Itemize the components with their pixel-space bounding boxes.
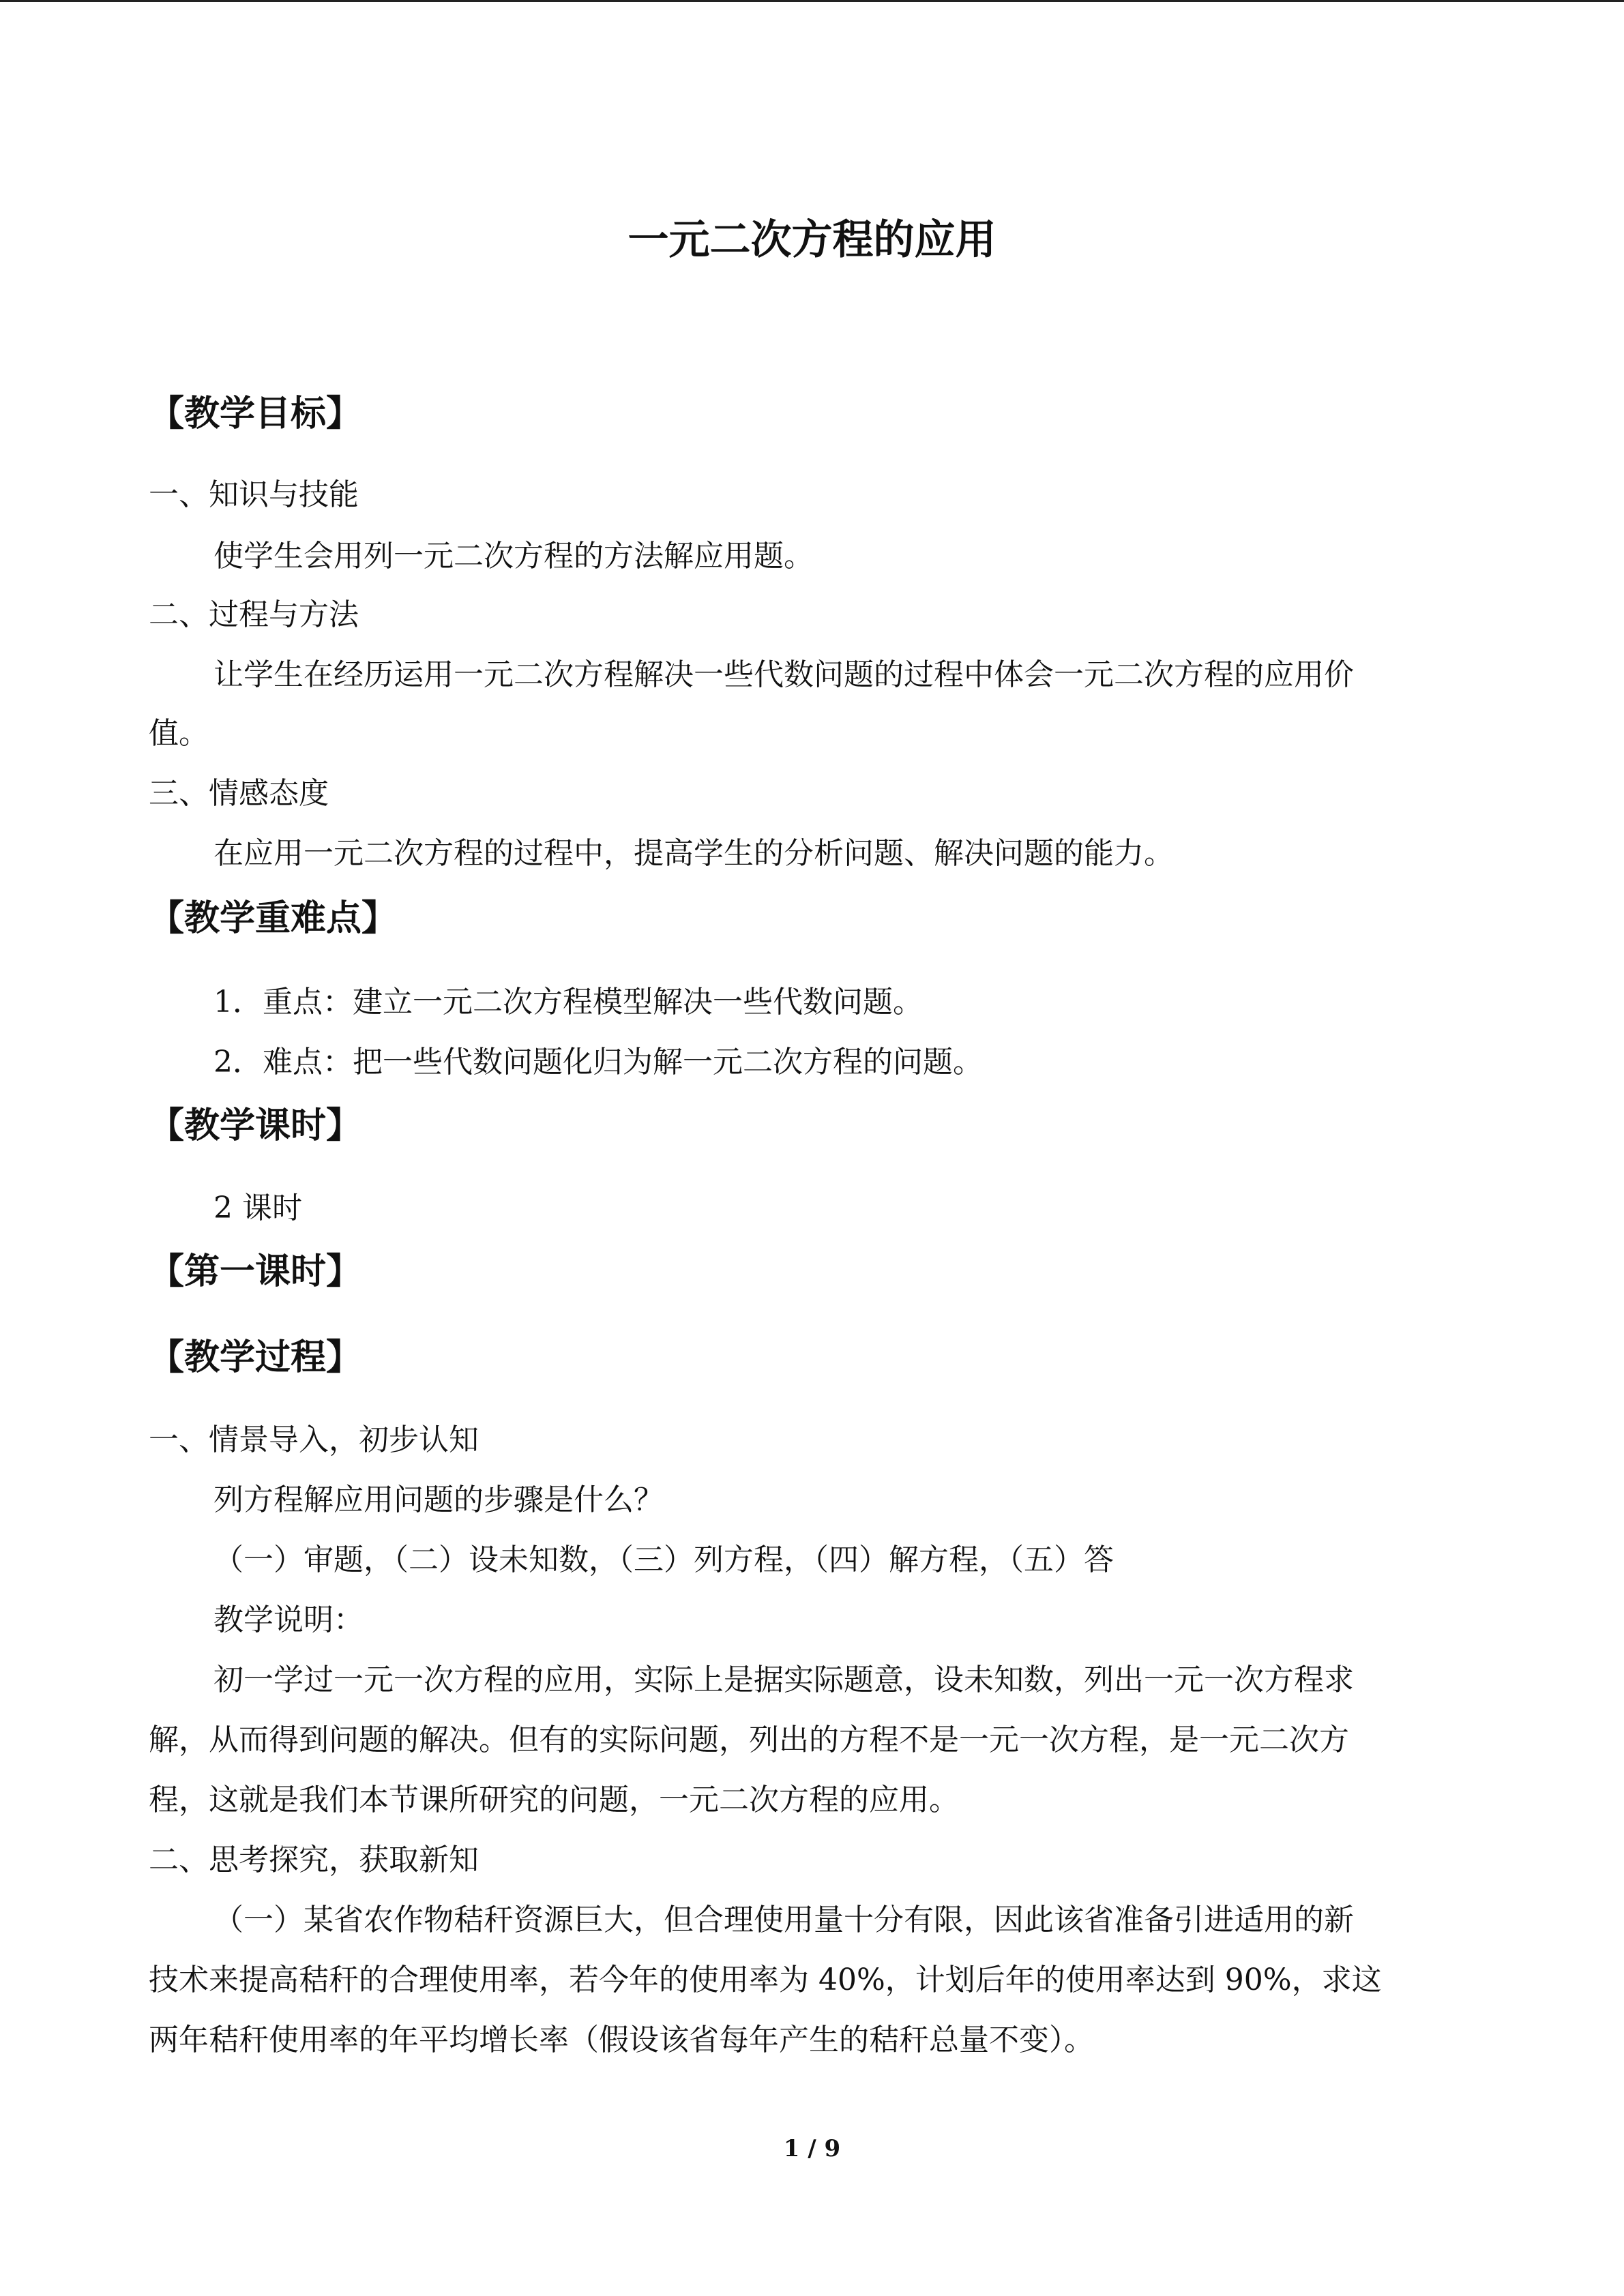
heading-teaching-process: 【教学过程】 bbox=[149, 1337, 362, 1378]
text-difficult-point: 2．难点：把一些代数问题化归为解一元二次方程的问题。 bbox=[213, 1045, 983, 1079]
label-emotion-attitude: 三、情感态度 bbox=[149, 776, 329, 811]
document-title: 一元二次方程的应用 bbox=[628, 216, 996, 264]
label-part2: 二、思考探究，获取新知 bbox=[149, 1843, 479, 1877]
heading-teaching-goals: 【教学目标】 bbox=[149, 393, 362, 434]
text-process-methods-2: 值。 bbox=[149, 716, 209, 751]
text-part1-question: 列方程解应用问题的步骤是什么？ bbox=[213, 1482, 664, 1517]
label-knowledge-skills: 一、知识与技能 bbox=[149, 477, 359, 512]
text-part2-problem-3: 两年秸秆使用率的年平均增长率（假设该省每年产生的秸秆总量不变）。 bbox=[149, 2023, 1094, 2057]
text-part2-problem-1: （一）某省农作物秸秆资源巨大，但合理使用量十分有限，因此该省准备引进适用的新 bbox=[213, 1903, 1354, 1937]
text-part2-problem-2: 技术来提高秸秆的合理使用率，若今年的使用率为 40%，计划后年的使用率达到 90%，求这 bbox=[149, 1963, 1382, 1997]
text-teaching-note-1: 初一学过一元一次方程的应用，实际上是据实际题意，设未知数，列出一元一次方程求 bbox=[213, 1663, 1354, 1697]
text-process-methods-1: 让学生在经历运用一元二次方程解决一些代数问题的过程中体会一元二次方程的应用价 bbox=[213, 657, 1354, 692]
label-process-methods: 二、过程与方法 bbox=[149, 597, 359, 632]
text-teaching-note-3: 程，这就是我们本节课所研究的问题，一元二次方程的应用。 bbox=[149, 1783, 959, 1817]
top-border bbox=[0, 0, 1624, 2]
text-emotion-attitude: 在应用一元二次方程的过程中，提高学生的分析问题、解决问题的能力。 bbox=[213, 836, 1174, 871]
text-key-point: 1．重点：建立一元二次方程模型解决一些代数问题。 bbox=[213, 985, 923, 1019]
text-knowledge-skills: 使学生会用列一元二次方程的方法解应用题。 bbox=[213, 539, 814, 573]
label-part1: 一、情景导入，初步认知 bbox=[149, 1422, 479, 1457]
text-part1-steps: （一）审题，（二）设未知数，（三）列方程，（四）解方程，（五）答 bbox=[213, 1542, 1114, 1577]
page-number: 1 / 9 bbox=[783, 2135, 841, 2162]
heading-first-lesson: 【第一课时】 bbox=[149, 1251, 362, 1292]
heading-key-difficult: 【教学重难点】 bbox=[149, 898, 398, 939]
text-class-hours: 2 课时 bbox=[213, 1191, 302, 1225]
heading-class-hours: 【教学课时】 bbox=[149, 1105, 362, 1146]
text-teaching-note-2: 解，从而得到问题的解决。但有的实际问题，列出的方程不是一元一次方程，是一元二次方 bbox=[149, 1723, 1349, 1757]
label-teaching-note: 教学说明： bbox=[213, 1602, 364, 1637]
